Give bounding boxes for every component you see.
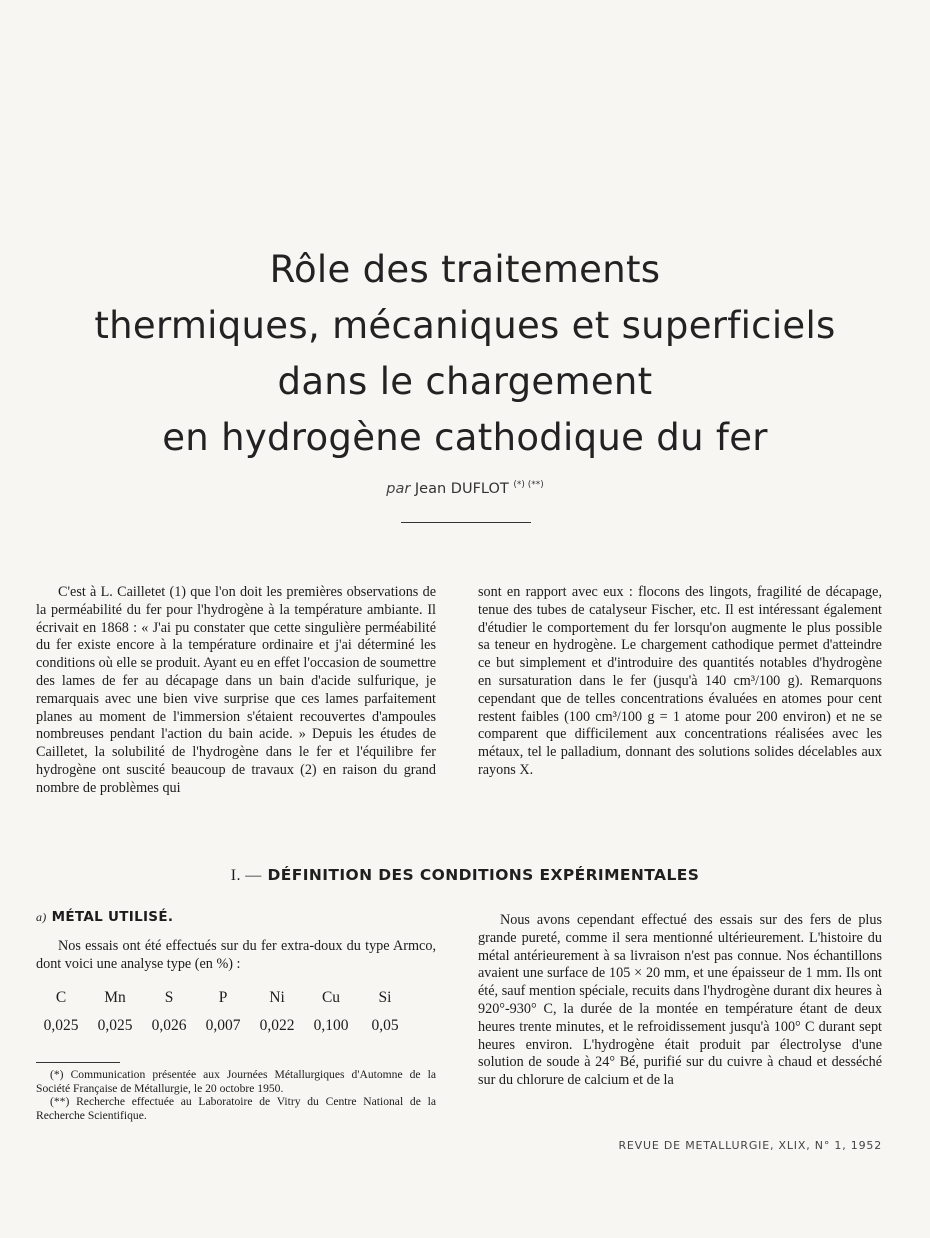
analysis-table-wrapper xyxy=(34,984,412,1040)
element-value: 0,022 xyxy=(259,1017,295,1034)
footnote: (**) Recherche effectuée au Laboratoire de Vitry du Centre National de la Recherche Scientifique. xyxy=(36,1095,436,1122)
author-footnote-marks: (*) (**) xyxy=(513,480,544,490)
section-number: I. — xyxy=(230,867,262,884)
element-header: S xyxy=(164,989,174,1006)
element-value: 0,025 xyxy=(97,1017,133,1034)
footnote: (*) Communication présentée aux Journées Métallurgiques d'Automne de la Société Française de Métallurgie, le 20 octobre 1950. xyxy=(36,1068,436,1095)
journal-footer: REVUE DE METALLURGIE, XLIX, N° 1, 1952 xyxy=(618,1139,882,1152)
element-value: 0,05 xyxy=(371,1017,399,1034)
title-divider xyxy=(401,522,531,523)
analysis-value-row xyxy=(34,1012,412,1040)
section-heading xyxy=(0,866,930,885)
analysis-header-row xyxy=(34,984,412,1012)
article-title xyxy=(0,242,930,466)
intro-left-column xyxy=(36,584,436,798)
subsection-title: MÉTAL UTILISÉ. xyxy=(51,909,174,925)
subsection-letter: a) xyxy=(36,910,47,924)
analysis-table xyxy=(34,984,412,1040)
element-value: 0,026 xyxy=(151,1017,187,1034)
element-value: 0,100 xyxy=(313,1017,349,1034)
author-name: Jean DUFLOT xyxy=(414,480,509,497)
element-header: Cu xyxy=(321,989,341,1006)
metal-intro-paragraph: Nos essais ont été effectués sur du fer extra-doux du type Armco, dont voici une analyse type (en %) : xyxy=(36,938,436,972)
element-header: Si xyxy=(378,989,392,1006)
footnotes xyxy=(36,1068,436,1122)
metal-intro-block xyxy=(36,938,436,974)
intro-right-column xyxy=(478,584,882,780)
title-line: en hydrogène cathodique du fer xyxy=(162,416,768,459)
right-column-section xyxy=(478,912,882,1090)
element-header: Ni xyxy=(269,989,285,1006)
element-value: 0,007 xyxy=(205,1017,241,1034)
intro-paragraph-left: C'est à L. Cailletet (1) que l'on doit les premières observations de la perméabilité du fer pour l'hydrogène à la température ambiante. Il écrivait en 1868 : « J'ai pu constater que cette singulière perméabilité du fer existe encore à la température ordinaire et j'ai déterminé les conditions où elle se produit. Ayant eu en effet l'occasion de soumettre des lames de fer au décapage dans un bain d'acide sulfurique, je remarquais avec une bien vive surprise que ces lames parfaitement planes au moment de l'immersion s'étaient recouvertes d'ampoules nombreuses pendant l'action du bain acide. » Depuis les études de Cailletet, la solubilité de l'hydrogène dans le fer et l'équilibre fer hydrogène ont suscité beaucoup de travaux (2) en raison du grand nombre de problèmes qui xyxy=(36,584,436,796)
title-line: dans le chargement xyxy=(277,360,653,403)
intro-paragraph-right: sont en rapport avec eux : flocons des lingots, fragilité de décapage, tenue des tubes de catalyseur Fischer, etc. Il est intéressant également d'étudier le comportement du fer lorsqu'on augmente le plus possible sa teneur en hydrogène. Le chargement cathodique permet d'atteindre ce but simplement et d'introduire des quantités notables d'hydrogène en sursaturation dans le fer (jusqu'à 140 cm³/100 g). Remarquons cependant que de telles concentrations évaluées en atomes pour cent restent faibles (100 cm³/100 g = 1 atome pour 200 environ) et ne se comparent que difficilement aux concentrations réalisées avec les métaux, tel le palladium, donnant des solutions solides décelables aux rayons X. xyxy=(478,584,882,778)
title-line: thermiques, mécaniques et superficiels xyxy=(94,304,836,347)
right-column-paragraph: Nous avons cependant effectué des essais sur des fers de plus grande pureté, comme il sera mentionné ultérieurement. L'histoire du métal antérieurement à sa livraison n'est pas connue. Nos échantillons avaient une surface de 105 × 20 mm, et une épaisseur de 1 mm. Ils ont été, sauf mention spéciale, recuits dans l'hydrogène durant dix heures à 920°-930° C, la durée de la montée en température étant de deux heures trente minutes, et le refroidissement jusqu'à 100° C durant sept heures environ. L'hydrogène était produit par électrolyse d'une solution de soude à 24° Bé, purifié sur du cuivre à chaud et desséché sur du chlorure de calcium et de la xyxy=(478,912,882,1089)
title-line: Rôle des traitements xyxy=(269,248,661,291)
section-title: DÉFINITION DES CONDITIONS EXPÉRIMENTALES xyxy=(267,866,700,884)
footnote-divider xyxy=(36,1062,120,1063)
element-header: Mn xyxy=(104,989,126,1006)
author-byline xyxy=(0,480,930,497)
element-value: 0,025 xyxy=(43,1017,79,1034)
author-prefix: par xyxy=(386,480,411,497)
subsection-heading xyxy=(36,909,173,925)
element-header: C xyxy=(55,989,67,1006)
element-header: P xyxy=(218,989,228,1006)
